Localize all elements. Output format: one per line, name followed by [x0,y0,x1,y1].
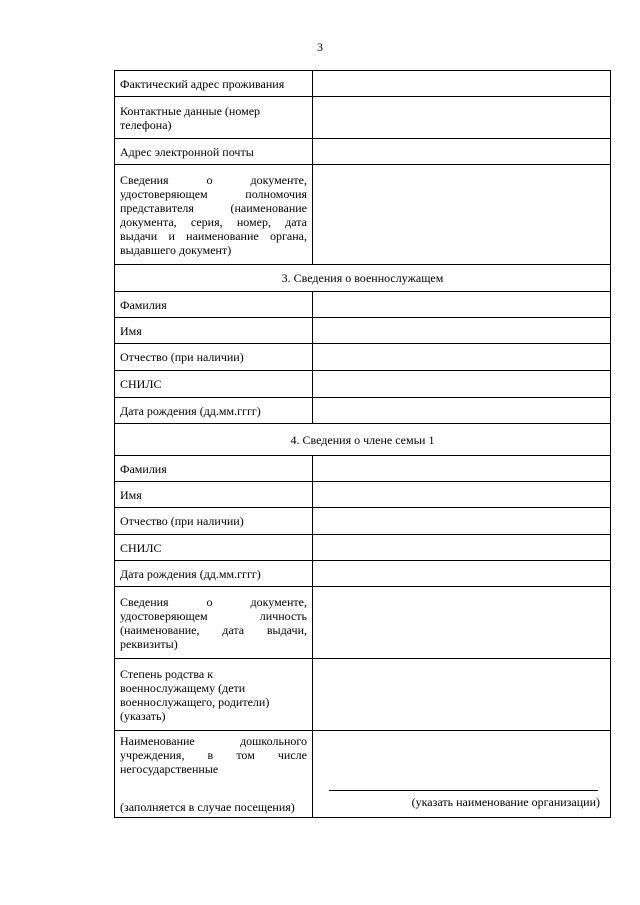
representative-table [114,70,611,265]
family-surname-field[interactable] [313,456,611,482]
family-member-table [114,423,611,818]
actual-address-field[interactable] [313,71,611,97]
table-row [115,508,611,535]
email-label: Адрес электронной почты [115,139,313,165]
table-row [115,731,611,818]
table-row [115,165,611,265]
serviceman-name-field[interactable] [313,318,611,344]
table-row [115,344,611,371]
table-row [115,456,611,482]
actual-address-label: Фактический адрес проживания [115,71,313,97]
table-row [115,659,611,731]
preschool-institution-label: Наименование дошкольного учреждения, в том числе негосударственные [120,734,307,776]
family-snils-label: СНИЛС [115,535,313,561]
table-row [115,139,611,165]
institution-field[interactable] [313,731,611,818]
serviceman-patronymic-label: Отчество (при наличии) [115,344,313,371]
serviceman-surname-label: Фамилия [115,292,313,318]
family-patronymic-field[interactable] [313,508,611,535]
serviceman-name-label: Имя [115,318,313,344]
serviceman-birthdate-label: Дата рождения (дд.мм.гггг) [115,398,313,424]
table-row [115,292,611,318]
serviceman-snils-label: СНИЛС [115,371,313,398]
serviceman-snils-field[interactable] [313,371,611,398]
family-patronymic-label: Отчество (при наличии) [115,508,313,535]
table-row [115,97,611,139]
contact-phone-field[interactable] [313,97,611,139]
family-snils-field[interactable] [313,535,611,561]
serviceman-section-heading: 3. Сведения о военнослужащем [115,265,611,292]
table-row [115,318,611,344]
contact-phone-label: Контактные данные (номер телефона) [115,97,313,139]
table-row [115,482,611,508]
family-member-section-heading: 4. Сведения о члене семьи 1 [115,424,611,456]
page-number: 3 [317,40,323,54]
table-row [115,371,611,398]
identity-document-field[interactable] [313,587,611,659]
serviceman-birthdate-field[interactable] [313,398,611,424]
table-row [115,535,611,561]
kinship-degree-field[interactable] [313,659,611,731]
table-row [115,561,611,587]
institution-attendance-note: (заполняется в случае посещения) [120,800,295,814]
institution-label-cell [115,731,313,818]
identity-document-label: Сведения о документе, удостоверяющем личность (наименование, дата выдачи, реквизиты) [115,587,313,659]
family-birthdate-label: Дата рождения (дд.мм.гггг) [115,561,313,587]
family-name-field[interactable] [313,482,611,508]
serviceman-table [114,264,611,424]
representative-document-label: Сведения о документе, удостоверяющем полномочия представителя (наименование документа, серия, номер, дата выдачи и наименование органа, выдавшего документ) [115,165,313,265]
serviceman-patronymic-field[interactable] [313,344,611,371]
institution-caption: (указать наименование организации) [411,795,601,809]
kinship-degree-label: Степень родства к военнослужащему (дети военнослужащего, родители) (указать) [115,659,313,731]
family-birthdate-field[interactable] [313,561,611,587]
table-row [115,587,611,659]
table-row [115,398,611,424]
family-name-label: Имя [115,482,313,508]
serviceman-surname-field[interactable] [313,292,611,318]
table-row [115,71,611,97]
email-field[interactable] [313,139,611,165]
representative-document-field[interactable] [313,165,611,265]
family-surname-label: Фамилия [115,456,313,482]
